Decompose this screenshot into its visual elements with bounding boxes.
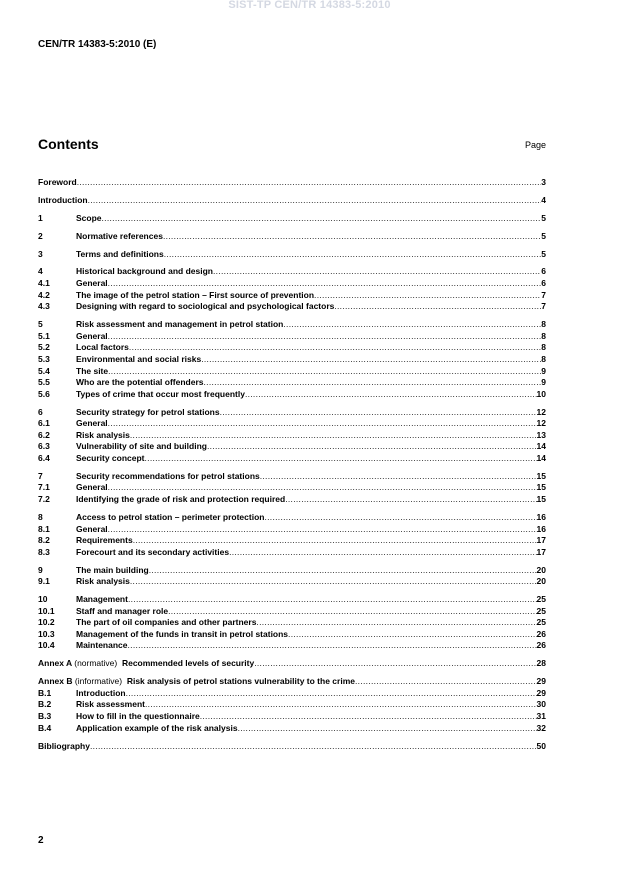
toc-entry-title: Management	[76, 594, 128, 605]
toc-entry[interactable]	[38, 594, 546, 606]
toc-entry-title: Maintenance	[76, 640, 128, 651]
toc-leader-dots	[108, 418, 537, 430]
toc-entry-title: Risk assessment	[76, 699, 145, 710]
toc-entry[interactable]	[38, 658, 546, 670]
toc-entry-title: Introduction	[38, 194, 88, 205]
toc-entry-page: 10	[536, 388, 546, 399]
toc-entry-title: Forecourt and its secondary activities	[76, 546, 230, 557]
toc-entry-page: 25	[536, 594, 546, 605]
toc-entry-title: Terms and definitions	[76, 248, 164, 259]
toc-entry[interactable]	[38, 278, 546, 290]
toc-entry-title: Introduction	[76, 687, 126, 698]
toc-entry-page: 8	[541, 319, 546, 330]
toc-entry-number: B.2	[38, 699, 52, 710]
toc-entry[interactable]	[38, 547, 546, 559]
toc-entry-number: 4.3	[38, 301, 50, 312]
toc-entry[interactable]	[38, 699, 546, 711]
toc-entry-title: Vulnerability of site and building	[76, 441, 207, 452]
toc-leader-dots	[108, 331, 542, 343]
toc-entry[interactable]	[38, 301, 546, 313]
toc-entry-page: 29	[536, 687, 546, 698]
annex-qualifier: (informative)	[74, 676, 123, 687]
annex-qualifier: (normative)	[74, 658, 118, 669]
toc-entry-number: 10	[38, 594, 48, 605]
toc-entry-number: 8.3	[38, 546, 50, 557]
toc-entry-title: Local factors	[76, 342, 129, 353]
toc-leader-dots	[130, 576, 537, 588]
toc-entry-number: 10.2	[38, 617, 55, 628]
toc-leader-dots	[264, 512, 536, 524]
toc-entry-number: 4.2	[38, 289, 50, 300]
toc-entry-number: 6.4	[38, 452, 50, 463]
toc-leader-dots	[77, 177, 542, 189]
toc-entry-number: 10.4	[38, 640, 55, 651]
toc-entry-number: 5.4	[38, 365, 50, 376]
toc-entry-number: 5.1	[38, 330, 50, 341]
toc-leader-dots	[168, 606, 536, 618]
toc-leader-dots	[260, 471, 537, 483]
toc-entry[interactable]	[38, 535, 546, 547]
toc-entry[interactable]	[38, 441, 546, 453]
toc-entry-title: Requirements	[76, 535, 133, 546]
toc-entry-title: Normative references	[76, 230, 163, 241]
toc-entry-page: 17	[536, 546, 546, 557]
toc-entry[interactable]	[38, 377, 546, 389]
toc-entry-title: Historical background and design	[76, 266, 213, 277]
toc-leader-dots	[90, 741, 537, 753]
toc-entry-title: Staff and manager role	[76, 605, 169, 616]
toc-entry[interactable]	[38, 319, 546, 331]
toc-entry[interactable]	[38, 354, 546, 366]
page-number: 2	[38, 835, 44, 846]
toc-entry-title: Foreword	[38, 177, 77, 187]
toc-leader-dots	[204, 377, 542, 389]
toc-entry-number: 6.3	[38, 441, 50, 452]
toc-entry-title: Access to petrol station – perimeter protection	[76, 511, 265, 522]
annex-title: Risk analysis of petrol stations vulnerability to the crime	[126, 676, 355, 687]
toc-entry-number: 5	[38, 319, 43, 330]
toc-entry[interactable]	[38, 331, 546, 343]
toc-entry[interactable]	[38, 290, 546, 302]
toc-entry[interactable]	[38, 723, 546, 735]
toc-entry-page: 31	[536, 711, 546, 722]
watermark: SIST-TP CEN/TR 14383-5:2010	[228, 0, 391, 11]
toc-entry-number: 6	[38, 406, 43, 417]
toc-entry-title: Who are the potential offenders	[76, 377, 204, 388]
toc-entry[interactable]	[38, 266, 546, 278]
toc-entry-number: B.4	[38, 722, 52, 733]
toc-entry-page: 8	[541, 330, 546, 341]
toc-entry[interactable]	[38, 213, 546, 225]
toc-entry-number: 5.3	[38, 353, 50, 364]
toc-leader-dots	[145, 699, 537, 711]
toc-entry[interactable]	[38, 177, 546, 189]
toc-entry[interactable]	[38, 711, 546, 723]
toc-entry-title: General	[76, 418, 108, 429]
toc-entry-page: 14	[536, 441, 546, 452]
toc-leader-dots	[334, 301, 541, 313]
toc-entry-title: General	[76, 330, 108, 341]
toc-entry-title: Risk analysis	[76, 576, 130, 587]
toc-entry-page: 16	[536, 511, 546, 522]
annex-title: Recommended levels of security	[121, 658, 255, 669]
toc-leader-dots	[283, 319, 541, 331]
toc-entry-number: 1	[38, 212, 43, 223]
toc-entry-page: 7	[541, 289, 546, 300]
toc-entry-title: General	[76, 278, 108, 289]
toc-entry-page: 8	[541, 342, 546, 353]
toc-entry-title: Environmental and social risks	[76, 353, 202, 364]
toc-entry-title: The main building	[76, 564, 149, 575]
toc-entry-number: 10.1	[38, 605, 55, 616]
toc-entry-title: The site	[76, 365, 109, 376]
toc-entry-number: 6.2	[38, 429, 50, 440]
toc-entry[interactable]	[38, 249, 546, 261]
toc-leader-dots	[108, 524, 537, 536]
toc-leader-dots	[126, 688, 537, 700]
page-column-label: Page	[524, 140, 546, 150]
toc-entry[interactable]	[38, 576, 546, 588]
toc-leader-dots	[238, 723, 537, 735]
toc-leader-dots	[213, 266, 541, 278]
toc-entry[interactable]	[38, 512, 546, 524]
toc-leader-dots	[128, 594, 537, 606]
toc-entry-title: Risk analysis	[76, 429, 130, 440]
toc-entry[interactable]	[38, 676, 546, 688]
toc-entry-page: 28	[536, 658, 546, 669]
toc-entry-page: 12	[536, 418, 546, 429]
toc-entry-number: B.1	[38, 687, 52, 698]
toc-entry-number: 7	[38, 470, 43, 481]
toc-entry-title: Risk assessment and management in petrol station	[76, 319, 284, 330]
toc-entry-title: The image of the petrol station – First source of prevention	[76, 289, 315, 300]
toc-entry[interactable]	[38, 407, 546, 419]
toc-entry-page: 9	[541, 377, 546, 388]
toc-entry-number: 5.5	[38, 377, 50, 388]
toc-leader-dots	[207, 441, 537, 453]
toc-entry-number: 6.1	[38, 418, 50, 429]
toc-entry-title: Scope	[76, 212, 102, 223]
toc-entry-page: 29	[536, 676, 546, 687]
toc-entry-title: Types of crime that occur most frequently	[76, 388, 245, 399]
toc-entry[interactable]	[38, 231, 546, 243]
toc-leader-dots	[145, 453, 537, 465]
toc-entry-title: Designing with regard to sociological and psychological factors	[76, 301, 335, 312]
toc-entry-page: 25	[536, 605, 546, 616]
toc-entry[interactable]	[38, 494, 546, 506]
toc-entry-page: 15	[536, 470, 546, 481]
toc-entry-title: Security recommendations for petrol stations	[76, 470, 260, 481]
toc-entry[interactable]	[38, 629, 546, 641]
toc-leader-dots	[163, 231, 541, 243]
toc-entry-page: 9	[541, 365, 546, 376]
toc-entry-page: 5	[541, 248, 546, 259]
toc-entry[interactable]	[38, 524, 546, 536]
toc-entry-title	[38, 658, 254, 670]
toc-entry-title: Identifying the grade of risk and protection required	[76, 494, 286, 505]
toc-entry[interactable]	[38, 453, 546, 465]
toc-entry-page: 8	[541, 353, 546, 364]
toc-entry-title: Security concept	[76, 452, 145, 463]
toc-leader-dots	[88, 195, 542, 207]
toc-leader-dots	[245, 389, 537, 401]
toc-entry[interactable]	[38, 471, 546, 483]
toc-leader-dots	[220, 407, 537, 419]
toc-entry-title: How to fill in the questionnaire	[76, 711, 200, 722]
toc-entry[interactable]	[38, 741, 546, 753]
annex-label: Annex B	[38, 676, 73, 687]
toc-entry-page: 15	[536, 494, 546, 505]
toc-leader-dots	[200, 711, 537, 723]
toc-entry-number: 4.1	[38, 278, 50, 289]
toc-entry-number: 9.1	[38, 576, 50, 587]
toc-entry-title: General	[76, 482, 108, 493]
toc-entry-number: 7.1	[38, 482, 50, 493]
toc-entry-page: 4	[541, 194, 546, 205]
toc-entry-page: 30	[536, 699, 546, 710]
toc-entry-page: 6	[541, 266, 546, 277]
toc-leader-dots	[129, 342, 541, 354]
toc-entry-page: 32	[536, 722, 546, 733]
toc-entry-number: 2	[38, 230, 43, 241]
toc-entry-title: General	[76, 523, 108, 534]
toc-leader-dots	[164, 249, 542, 261]
toc-entry-page: 14	[536, 452, 546, 463]
toc-entry-number: 10.3	[38, 628, 55, 639]
toc-entry-title: Security strategy for petrol stations	[76, 406, 220, 417]
toc-entry-number: 8.2	[38, 535, 50, 546]
toc-entry-page: 25	[536, 617, 546, 628]
toc-leader-dots	[229, 547, 536, 559]
toc-entry-number: 4	[38, 266, 43, 277]
toc-leader-dots	[314, 290, 541, 302]
toc-leader-dots	[108, 366, 541, 378]
toc-entry[interactable]	[38, 366, 546, 378]
toc-entry-number: 8	[38, 511, 43, 522]
toc-entry[interactable]	[38, 195, 546, 207]
toc-entry[interactable]	[38, 640, 546, 652]
document-id: CEN/TR 14383-5:2010 (E)	[38, 39, 157, 50]
annex-label: Annex A	[38, 658, 72, 669]
toc-leader-dots	[254, 658, 536, 670]
toc-entry-number: 9	[38, 564, 43, 575]
toc-entry-page: 16	[536, 523, 546, 534]
toc-entry-title: Application example of the risk analysis	[76, 722, 238, 733]
toc-entry[interactable]	[38, 565, 546, 577]
contents-heading: Contents	[38, 136, 99, 152]
toc-leader-dots	[201, 354, 541, 366]
toc-entry-page: 20	[536, 576, 546, 587]
toc-entry-number: B.3	[38, 711, 52, 722]
toc-entry-page: 15	[536, 482, 546, 493]
toc-entry-page: 7	[541, 301, 546, 312]
toc-entry-title: Bibliography	[38, 740, 90, 751]
toc-leader-dots	[149, 565, 537, 577]
toc-leader-dots	[102, 213, 542, 225]
toc-entry[interactable]	[38, 342, 546, 354]
toc-entry-page: 5	[541, 212, 546, 223]
toc-entry-page: 26	[536, 628, 546, 639]
toc-entry-number: 5.2	[38, 342, 50, 353]
toc-entry-page: 50	[536, 740, 546, 751]
toc-leader-dots	[355, 676, 537, 688]
toc-entry-page: 5	[541, 230, 546, 241]
toc-entry-number: 5.6	[38, 388, 50, 399]
toc-entry-page: 3	[541, 177, 546, 187]
table-of-contents	[38, 177, 546, 752]
toc-entry-page: 12	[536, 406, 546, 417]
toc-entry[interactable]	[38, 389, 546, 401]
toc-entry-page: 20	[536, 564, 546, 575]
toc-leader-dots	[108, 278, 542, 290]
toc-leader-dots	[108, 482, 537, 494]
toc-entry-page: 17	[536, 535, 546, 546]
toc-entry-title: The part of oil companies and other partners	[76, 617, 257, 628]
toc-entry[interactable]	[38, 418, 546, 430]
toc-leader-dots	[285, 494, 536, 506]
toc-entry-page: 13	[536, 429, 546, 440]
toc-entry[interactable]	[38, 606, 546, 618]
toc-entry-title: Management of the funds in transit in petrol stations	[76, 628, 289, 639]
toc-leader-dots	[256, 617, 536, 629]
toc-entry[interactable]	[38, 430, 546, 442]
toc-entry-number: 3	[38, 248, 43, 259]
toc-entry-page: 6	[541, 278, 546, 289]
toc-leader-dots	[130, 430, 537, 442]
toc-entry[interactable]	[38, 482, 546, 494]
toc-entry[interactable]	[38, 617, 546, 629]
toc-entry-number: 8.1	[38, 523, 50, 534]
toc-entry-page: 26	[536, 640, 546, 651]
toc-leader-dots	[133, 535, 537, 547]
toc-entry-title	[38, 676, 355, 688]
toc-entry[interactable]	[38, 688, 546, 700]
toc-leader-dots	[128, 640, 537, 652]
toc-leader-dots	[288, 629, 536, 641]
toc-entry-number: 7.2	[38, 494, 50, 505]
